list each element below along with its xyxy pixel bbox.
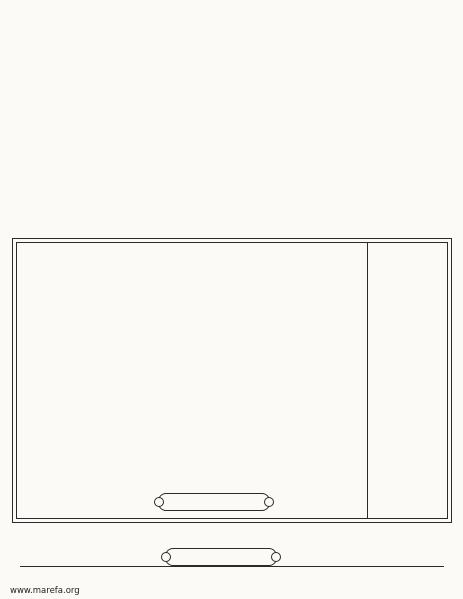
site-credit: www.marefa.org <box>10 586 80 596</box>
chapter-title-first <box>158 493 270 511</box>
commentary-body <box>23 247 363 514</box>
main-text <box>20 6 444 234</box>
text-after-frame <box>20 524 444 548</box>
side-column-divider <box>367 243 368 518</box>
commentary-side-column <box>371 247 443 514</box>
footnote <box>20 569 444 585</box>
commentary-frame-inner-border <box>16 242 448 519</box>
footnote-divider <box>20 566 444 567</box>
commentary-frame <box>12 238 452 523</box>
chapter-title-second <box>165 548 277 566</box>
